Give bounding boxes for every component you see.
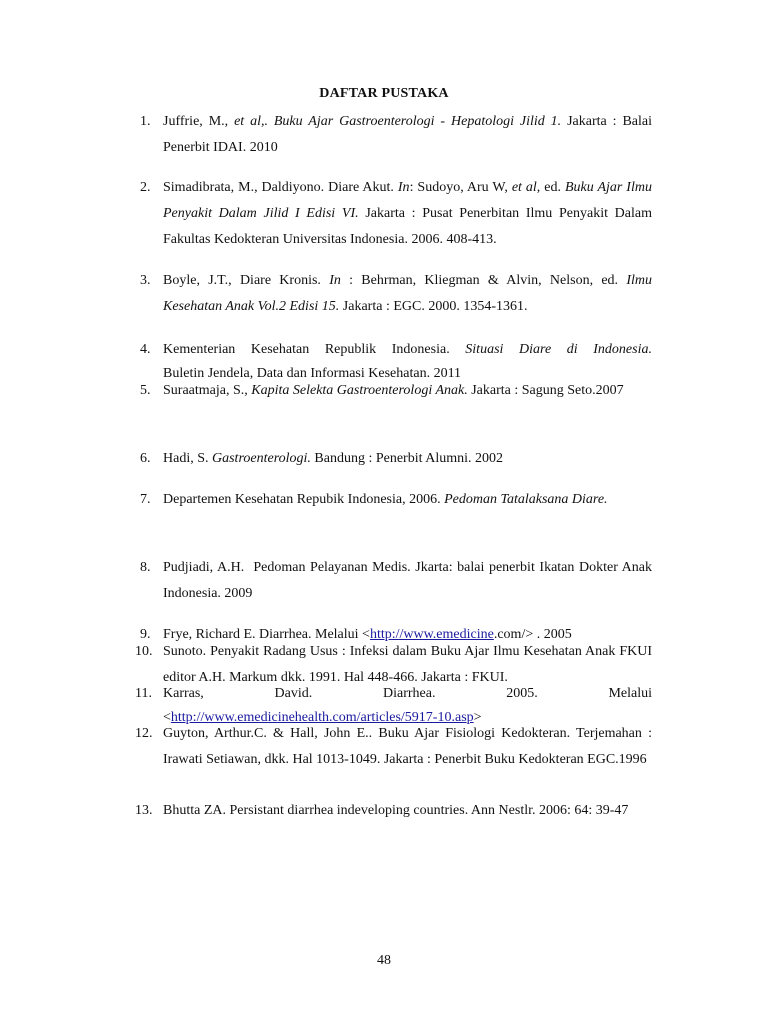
reference-item — [140, 175, 652, 253]
reference-number: 10. — [135, 644, 153, 659]
reference-number: 8. — [140, 560, 151, 575]
reference-number: 6. — [140, 451, 151, 466]
reference-number: 1. — [140, 114, 151, 129]
reference-number: 2. — [140, 180, 151, 195]
reference-text: Guyton, Arthur.C. & Hall, John E.. Buku Ajar Fisiologi Kedokteran. Terjemahan : Irawati Setiawan, dkk. Hal 1013-1049. Jakarta : Penerbit Buku Kedokteran EGC.1996 — [163, 726, 652, 767]
reference-text: Karras, David. Diarrhea. 2005. Melalui <http://www.emedicinehealth.com/articles/5917-10.asp> — [163, 686, 652, 725]
reference-text: Sunoto. Penyakit Radang Usus : Infeksi dalam Buku Ajar Ilmu Kesehatan Anak FKUI editor A.H. Markum dkk. 1991. Hal 448-466. Jakarta : FKUI. — [163, 644, 652, 685]
reference-text: Suraatmaja, S., Kapita Selekta Gastroenterologi Anak. Jakarta : Sagung Seto.2007 — [163, 383, 624, 398]
reference-item — [135, 721, 652, 773]
reference-number: 12. — [135, 726, 153, 741]
emedicinehealth-link[interactable]: http://www.emedicinehealth.com/articles/5917-10.asp — [170, 710, 474, 725]
reference-text: Boyle, J.T., Diare Kronis. In : Behrman, Kliegman & Alvin, Nelson, ed. Ilmu Kesehatan Anak Vol.2 Edisi 15. Jakarta : EGC. 2000. 1354-1361. — [163, 273, 652, 314]
reference-text: Pudjiadi, A.H. Pedoman Pelayanan Medis. Jkarta: balai penerbit Ikatan Dokter Anak Indonesia. 2009 — [163, 560, 656, 601]
reference-text: Bhutta ZA. Persistant diarrhea indeveloping countries. Ann Nestlr. 2006: 64: 39-47 — [163, 803, 629, 818]
emedicine-link[interactable]: http://www.emedicine — [369, 627, 494, 642]
reference-item — [140, 109, 652, 161]
reference-item — [140, 487, 652, 513]
reference-item — [140, 268, 652, 320]
reference-text: Simadibrata, M., Daldiyono. Diare Akut. In: Sudoyo, Aru W, et al, ed. Buku Ajar Ilmu Penyakit Dalam Jilid I Edisi VI. Jakarta : Pusat Penerbitan Ilmu Penyakit Dalam Fakultas Kedokteran Universitas Indonesia. 2006. 408-413. — [163, 180, 653, 247]
reference-number: 4. — [140, 342, 151, 357]
reference-number: 7. — [140, 492, 151, 507]
page-number: 48 — [377, 953, 391, 968]
reference-text: Kementerian Kesehatan Republik Indonesia. Situasi Diare di Indonesia. Buletin Jendela, Data dan Informasi Kesehatan. 2011 — [163, 342, 652, 381]
reference-text: Juffrie, M., et al,. Buku Ajar Gastroenterologi - Hepatologi Jilid 1. Jakarta : Balai Penerbit IDAI. 2010 — [163, 114, 652, 155]
reference-item — [140, 555, 656, 607]
reference-number: 5. — [140, 383, 151, 398]
reference-number: 13. — [135, 803, 153, 818]
reference-item — [140, 446, 652, 472]
reference-number: 11. — [135, 686, 152, 701]
reference-item — [140, 378, 652, 404]
reference-number: 3. — [140, 273, 151, 288]
reference-number: 9. — [140, 627, 151, 642]
reference-text: Departemen Kesehatan Repubik Indonesia, 2006. Pedoman Tatalaksana Diare. — [163, 492, 608, 507]
reference-item — [135, 798, 652, 824]
reference-text: Frye, Richard E. Diarrhea. Melalui <http://www.emedicine.com/> . 2005 — [163, 627, 572, 642]
reference-text: Hadi, S. Gastroenterologi. Bandung : Penerbit Alumni. 2002 — [163, 451, 504, 466]
page-title: DAFTAR PUSTAKA — [319, 86, 449, 101]
